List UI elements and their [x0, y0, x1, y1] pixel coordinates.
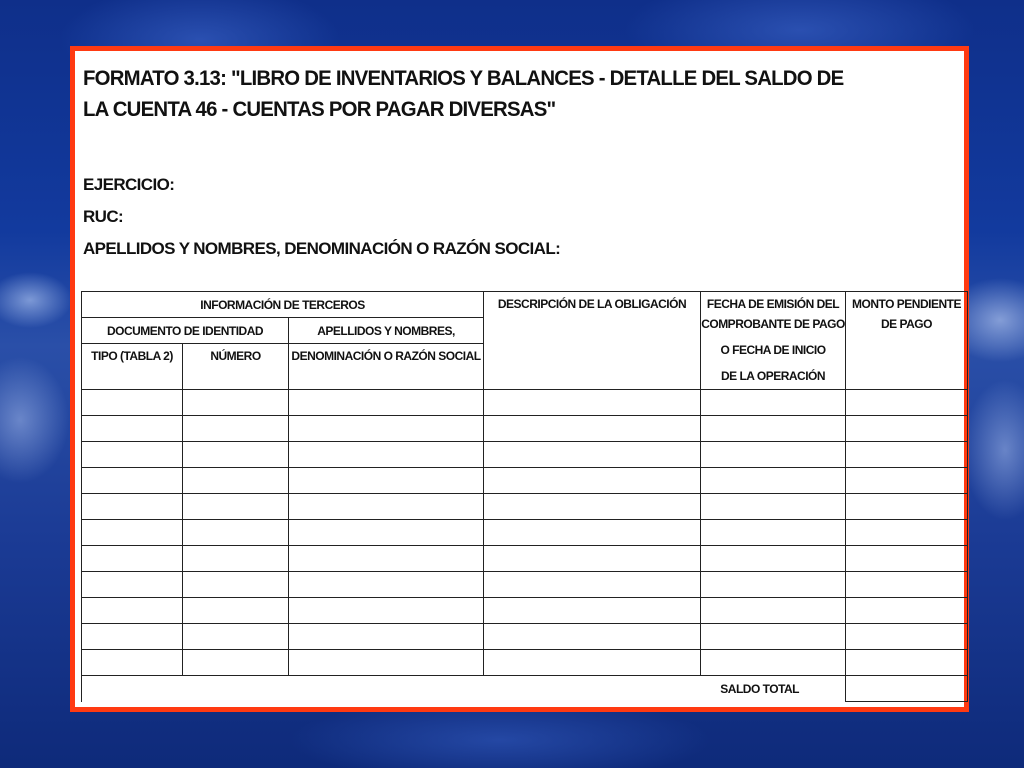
cell[interactable] [484, 520, 701, 546]
cell[interactable] [289, 416, 484, 442]
cell[interactable] [82, 572, 183, 598]
table-row [82, 650, 968, 676]
table-row [82, 416, 968, 442]
cell[interactable] [701, 468, 846, 494]
cell[interactable] [289, 468, 484, 494]
header-descripcion [484, 292, 701, 390]
table-row [82, 624, 968, 650]
cell[interactable] [183, 598, 289, 624]
cell[interactable] [289, 494, 484, 520]
cell[interactable] [82, 442, 183, 468]
cell[interactable] [183, 416, 289, 442]
cell[interactable] [846, 598, 968, 624]
cell[interactable] [701, 520, 846, 546]
cell[interactable] [183, 546, 289, 572]
cell[interactable] [846, 520, 968, 546]
cell[interactable] [846, 572, 968, 598]
cell[interactable] [846, 416, 968, 442]
cell[interactable] [484, 572, 701, 598]
cell[interactable] [846, 650, 968, 676]
header-apellidos-line-2: DENOMINACIÓN O RAZÓN SOCIAL [289, 344, 484, 390]
header-apellidos-line-1: APELLIDOS Y NOMBRES, [289, 318, 484, 344]
cell[interactable] [183, 494, 289, 520]
cell[interactable] [701, 494, 846, 520]
table-row [82, 390, 968, 416]
cell[interactable] [289, 390, 484, 416]
header-documento-identidad: DOCUMENTO DE IDENTIDAD [82, 318, 289, 344]
header-descripcion-text: DESCRIPCIÓN DE LA OBLIGACIÓN [497, 297, 687, 311]
cell[interactable] [484, 390, 701, 416]
cell[interactable] [289, 546, 484, 572]
table-row [82, 520, 968, 546]
cell[interactable] [701, 546, 846, 572]
cell[interactable] [701, 624, 846, 650]
title-line-1: FORMATO 3.13: "LIBRO DE INVENTARIOS Y BALANCES - DETALLE DEL SALDO DE [83, 67, 844, 90]
cell[interactable] [846, 468, 968, 494]
header-fecha-line-2: COMPROBANTE DE PAGO [701, 317, 845, 331]
cell[interactable] [484, 546, 701, 572]
cell[interactable] [701, 572, 846, 598]
cell[interactable] [484, 468, 701, 494]
header-fecha-line-1: FECHA DE EMISIÓN DEL [706, 297, 840, 311]
table-row [82, 546, 968, 572]
cell[interactable] [846, 390, 968, 416]
title-line-2: LA CUENTA 46 - CUENTAS POR PAGAR DIVERSAS" [83, 98, 556, 121]
header-informacion-terceros: INFORMACIÓN DE TERCEROS [82, 292, 484, 318]
cell[interactable] [183, 468, 289, 494]
cell[interactable] [289, 520, 484, 546]
cell[interactable] [289, 624, 484, 650]
ruc-label: RUC: [83, 207, 124, 226]
saldo-total-label: SALDO TOTAL [82, 676, 846, 702]
document-title [83, 63, 917, 125]
cell[interactable] [484, 598, 701, 624]
cell[interactable] [82, 624, 183, 650]
cell[interactable] [183, 650, 289, 676]
cell[interactable] [183, 442, 289, 468]
cell[interactable] [82, 390, 183, 416]
cell[interactable] [82, 598, 183, 624]
cell[interactable] [183, 624, 289, 650]
cell[interactable] [846, 442, 968, 468]
cell[interactable] [484, 650, 701, 676]
cell[interactable] [82, 468, 183, 494]
cell[interactable] [82, 416, 183, 442]
header-numero: NÚMERO [183, 344, 289, 390]
table-row [82, 468, 968, 494]
cell[interactable] [484, 442, 701, 468]
cell[interactable] [701, 598, 846, 624]
cell[interactable] [846, 624, 968, 650]
cell[interactable] [82, 520, 183, 546]
cell[interactable] [846, 494, 968, 520]
header-fecha-line-4: DE LA OPERACIÓN [720, 369, 826, 383]
cell[interactable] [289, 598, 484, 624]
cell[interactable] [484, 416, 701, 442]
table-row [82, 572, 968, 598]
ejercicio-label: EJERCICIO: [83, 175, 175, 194]
cell[interactable] [82, 650, 183, 676]
cell[interactable] [846, 546, 968, 572]
saldo-total-value[interactable] [846, 676, 968, 702]
saldo-total-row [82, 676, 968, 702]
cell[interactable] [183, 572, 289, 598]
cell[interactable] [82, 546, 183, 572]
cell[interactable] [484, 624, 701, 650]
header-tipo: TIPO (TABLA 2) [82, 344, 183, 390]
header-monto-line-2: DE PAGO [881, 317, 932, 331]
header-monto-line-1: MONTO PENDIENTE [852, 297, 961, 311]
detail-table [81, 291, 968, 702]
cell[interactable] [82, 494, 183, 520]
cell[interactable] [701, 390, 846, 416]
cell[interactable] [289, 572, 484, 598]
razon-social-label: APELLIDOS Y NOMBRES, DENOMINACIÓN O RAZÓN SOCIAL: [83, 239, 561, 258]
cell[interactable] [701, 650, 846, 676]
cell[interactable] [701, 416, 846, 442]
table-row [82, 598, 968, 624]
table-row [82, 494, 968, 520]
cell[interactable] [289, 442, 484, 468]
document-sheet [70, 46, 969, 712]
cell[interactable] [289, 650, 484, 676]
cell[interactable] [701, 442, 846, 468]
header-monto [846, 292, 968, 390]
header-fecha-line-3: O FECHA DE INICIO [720, 343, 826, 357]
cell[interactable] [183, 520, 289, 546]
cell[interactable] [183, 390, 289, 416]
table-row [82, 442, 968, 468]
cell[interactable] [484, 494, 701, 520]
header-fecha [701, 292, 846, 390]
